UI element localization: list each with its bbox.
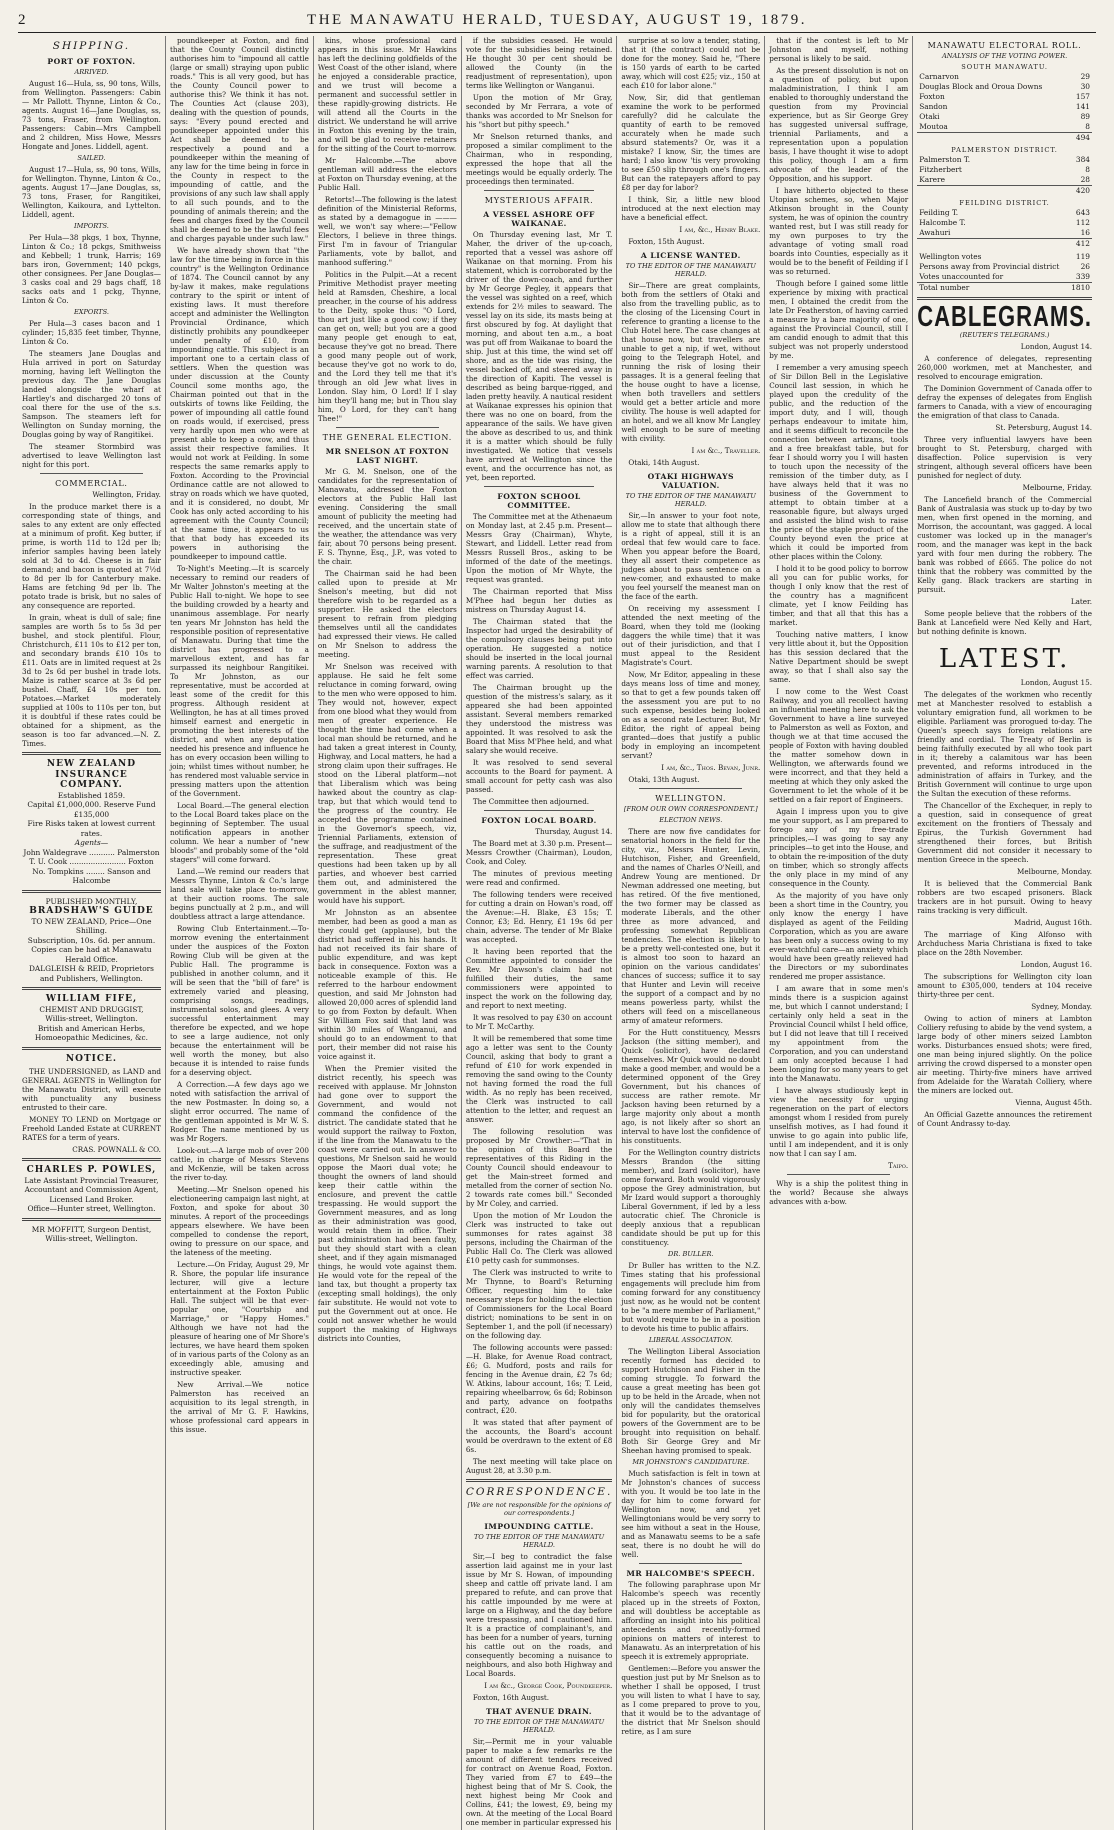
article-text: The Clerk was instructed to write to Mr Thynne, to Board's Returning Officer, requesting him to take necessary steps for holding the election of Commissioners for the Local Board district; nominations to be sent in on September 1, and the poll (if necessary) on the following day. (465, 1268, 613, 1340)
cable-text: Some people believe that the robbers of the Bank at Lancefield were Ned Kelly and Hart, but nothing definite is known. (917, 609, 1092, 636)
roll-place: Awahuri (919, 228, 951, 237)
dateline: Sydney, Monday. (1031, 1002, 1092, 1011)
article-text: I am aware that in some men's minds there is a suspicion against me, but which I cannot understand; I certainly only held a seat in the Provincial Council whilst I held office, but I did not leave that till I received my appointment from the Corporation, and you can understand I am only accepted because I had been longing for so many years to get into the Manawatu. (769, 984, 909, 1083)
letter-text: Sir,—I beg to contradict the false assertion laid against me in your last issue by Mr S. Howan, of impounding sheep and cattle off private land. I am prepared to refute, and can prove that his cattle impounded by me were at large on a Highway, and the day before were trespassing, and I cautioned him. It is a practice of complainant's, and has been for a number of years, turning his cattle out on the roads, and consequently becoming a nuisance to neighbours, and also both Highway and Local Boards. (465, 1552, 613, 1678)
roll-count: 8 (1085, 122, 1090, 131)
roll-row (917, 122, 1092, 133)
agent-line: No. Tompkins ........ Sanson and Halcombe (32, 866, 151, 885)
article-text: Mr Snelson was received with applause. He said he felt some reluctance in coming forward, owing to the men who were opposed to him. They would not, however, expect from one blood what they would from men of greater experience. He thought the time had come when a local man should be returned, and he had taken a great interest in County, Highway, and Local matters, he had a strong claim upon their suffrages. He stood on the Liberal platform—not that Liberalism which was being hawked about the country as clap-trap, but that which would tend to the progress of the country. He accepted the programme contained in the Governor's speech, viz, Triennial Parliaments, extension of the suffrage, and readjustment of the representation. These great questions had been taken up by all parties, and whoever best carried them out, and administered the government in the ablest manner, would have his support. (317, 662, 457, 905)
article-text: On Thursday evening last, Mr T. Maher, the driver of the up-coach, reported that a vessel was ashore off Waikanae on that morning. From his statement, which is corroborated by the driver of the down-coach, and further by Mr George Pegley, it appears that the vessel was sighted on a reef, which extends for 2½ miles to seaward. The vessel lay on its side, its masts being at first obscured by fog. At daylight that morning, and about ten a.m., a boat was put off from Waikanae to board the ship. Just at this time, the wind set off shore, and as the tide was rising, the vessel backed off, and steered away in the direction of Kapiti. The vessel is described as being barque-rigged, and laden pretty heavily. A nautical resident at Waikanae expresses his opinion that there was no one on board, from the appearance of the sails. We have given the above as described to us, and think it is a matter which should be fully investigated. We notice that vessels have arrived at Wellington since the event, and the occurrence has not, as yet, been reported. (465, 230, 613, 482)
article-text: The Chairman reported that Miss M'Phee had begun her duties as mistress on Thursday August 14. (465, 587, 613, 614)
article-signature: Taipo. (888, 1161, 909, 1170)
divider (22, 752, 161, 755)
letter-date: Foxton, 16th August. (472, 1693, 550, 1702)
wellington-heading: WELLINGTON. (655, 794, 727, 803)
article-text: It will be remembered that some time ago a letter was sent to the County Council, asking that body to grant a refund of £10 for work expended in removing the sand owing to the County not having formed the road the full width. As no reply has been received, the Clerk was instructed to call attention to the letter, and request an answer. (465, 1034, 613, 1124)
shipping-notes: The steamers Jane Douglas and Hula arrived in port on Saturday morning, having left Wellington the previous day. The Jane Douglas landed alongside the wharf at Hartley's and discharged 20 tons of coal there for the use of the s.s. Sampson. The steamers left for Wellington on Sunday morning, the Douglas going by way of Rangitikei. (22, 349, 161, 439)
south-manawatu-table (917, 72, 1092, 143)
cable-text: Three very influential lawyers have been brought to St. Petersburg, charged with disaffection. Police supervision is very stringent, although several officers have been punished for neglect of duty. (917, 435, 1092, 480)
dateline: London, August 14. (1020, 342, 1092, 351)
article-text: I have hitherto objected to these Utopian schemes, so, when Major Atkinson brought in the County system, he was of opinion the country wanted rest, but I was still ready for my own purposes to try the advantage of voting small road boards into Counties, especially as it would be to the benefit of Feilding if I was so returned. (769, 186, 909, 276)
article-text: The minutes of previous meeting were read and confirmed. (465, 869, 613, 887)
fife-name: WILLIAM FIFE, (45, 994, 138, 1004)
divider (639, 1563, 742, 1564)
nz-insurance-title: NEW ZEALAND INSURANCE COMPANY. (46, 759, 137, 790)
dateline: Madrid, August 16th. (1013, 918, 1092, 927)
dateline: Later. (1070, 597, 1092, 606)
roll-place: Palmerston T. (919, 155, 971, 164)
local-board-dateline: Thursday, August 14. (535, 827, 613, 836)
article-text: The Committee then adjourned. (472, 797, 590, 806)
johnston-candidature-label: MR JOHNSTON'S CANDIDATURE. (632, 1458, 750, 1466)
roll-count: 157 (1075, 92, 1090, 101)
dateline: Vienna, August 45th. (1015, 1098, 1092, 1107)
commercial-text-2: In grain, wheat is dull of sale; fine samples are worth 5s to 5s 3d per bushel, and stock plentiful. Flour, Christchurch, £11 10s to £12 per ton, and secondary brands £10 10s to £11. Oats are in limited request at 2s 3d to 2s 6d per bushel in trade lots. Maize is rather scarce at 3s 6d per bushel. Chaff, £4 10s per ton. Potatoes.—Market moderately supplied at 100s to 110s per ton, but it is doubtful if these rates could be obtained for a shipment, as the season is too far advanced.—N. Z. Times. (22, 613, 161, 748)
cable-text: It is believed that the Commercial Bank robbers are two escaped prisoners. Black trackers are in hot pursuit. Owing to heavy rains tracking is very difficult. (917, 879, 1092, 915)
fife-note: British and American Herbs, Homoeopathic Medicines, &c. (34, 1023, 149, 1042)
column-5 (617, 36, 765, 1830)
article-text: Much satisfaction is felt in town at Mr Johnston's chances of success with you. It would be too late in the day for him to come forward for Wellington now, and yet Wellingtonians would be very sorry to see him without a seat in the House, and as Manawatu seems to be a safe seat, there is no doubt he will do well. (621, 1469, 761, 1559)
divider (466, 1479, 612, 1482)
roll-row (917, 82, 1092, 92)
article-text: Mr G. M. Snelson, one of the candidates for the representation of Manawatu, addressed the Foxton electors at the Public Hall last evening. Considering the small amount of publicity the meeting had received, and the uncertain state of the weather, the attendance was very fair, about 70 persons being present. F. S. Thynne, Esq., J.P., was voted to the chair. (317, 467, 457, 566)
feilding-table (917, 208, 1092, 249)
palmerston-total-row (917, 186, 1092, 197)
divider (22, 1218, 161, 1221)
columns-container (18, 36, 1096, 1827)
cable-text: A conference of delegates, representing 260,000 workmen, met at Manchester, and resolved to encourage emigration. (917, 354, 1092, 381)
article-text: The Committee met at the Athenaeum on Monday last, at 2.45 p.m. Present—Messrs Gray (Chairman), Whyte, Stewart, and Liddell. Letter read from Messrs Russell Bros., asking to be informed of the date of the meetings. Upon the motion of Mr Whyte, the request was granted. (465, 512, 613, 584)
feilding-district-label: FEILDING DISTRICT. (959, 199, 1050, 207)
local-news-item: Rowing Club Entertainment.—To-morrow evening the entertainment under the auspices of the Foxton Rowing Club will be given at the Public Hall. The programme is published in another column, and it will be seen that the "bill of fare" is extremely varied and pleasing, comprising songs, readings, instrumental solos, and glees. A very successful entertainment may therefore be expected, and we hope to see a large audience, not only because the entertainment will be well worth the money, but also because it is intended to raise funds for a deserving object. (169, 924, 309, 1077)
correspondence-note: [We are not responsible for the opinions of our correspondents.] (467, 1501, 611, 1517)
dateline: St. Petersburg, August 14. (995, 423, 1092, 432)
letter-date: Otaki, 14th August. (628, 458, 700, 467)
letter-date: Foxton, 15th August. (628, 237, 705, 246)
letter-text: Sir,—Permit me in your valuable paper to make a few remarks re the amount of different tenders received for contract on Avenue Road, Foxton. They varied from £7 to £49—the highest being that of Mr S. Cook, the next highest being Mr Cook and Collins, £41; the lowest, £9, being my own. At the meeting of the Local Board one member in particular expressed his (465, 1737, 613, 1827)
to-editor-line: TO THE EDITOR OF THE MANAWATU HERALD. (473, 1718, 605, 1734)
roll-place: Carnarvon (919, 72, 959, 81)
roll-count: 643 (1075, 208, 1090, 217)
roll-row (917, 112, 1092, 122)
latest-heading: LATEST. (938, 644, 1071, 674)
electoral-roll-subheading: ANALYSIS OF THE VOTING POWER. (942, 52, 1068, 60)
local-news-item: To-Night's Meeting.—It is scarcely necessary to remind our readers of Mr Walter Johnston's meeting at the Public Hall to-night. We hope to see the building crowded by a hearty and unanimous assemblage. For nearly ten years Mr Johnston has held the responsible position of representative of Manawatu. During that time the district has progressed to a marvellous extent, and has far surpassed its neighbour Rangitikei. To Mr Johnston, as our representative, must be accorded at least some of the credit for this progress. Although resident at Wellington, he has at all times proved himself earnest and energetic in promoting the best interests of the district, and when any deputation needed his presence and influence he has on every occasion been willing to join; whilst times without number, he has rendered most valuable service in pressing matters upon the attention of the Government. (169, 564, 309, 798)
agent-line: T. U. Cook ........................ Foxton (29, 857, 154, 866)
exports-text: Per Hula—3 cases bacon and 1 cylinder; 15,835 feet timber, Thynne, Linton & Co. (22, 319, 161, 346)
roll-row (917, 155, 1092, 165)
powles-name: CHARLES P. POWLES, (26, 1165, 157, 1175)
article-text: The Chairman brought up the question of the mistress's salary, as it appeared she had been appointed assistant. Several members remarked they understood the mistress was appointed. It was resolved to ask the Board that Miss M'Phee held, and what salary she would receive. (465, 683, 613, 755)
roll-place: Persons away from Provincial district (919, 262, 1060, 271)
to-editor-line: TO THE EDITOR OF THE MANAWATU HERALD. (473, 1533, 605, 1549)
palmerston-district-label: PALMERSTON DISTRICT. (951, 146, 1058, 154)
roll-row (917, 72, 1092, 82)
article-text: The Board met at 3.30 p.m. Present—Messrs Crowther (Chairman), Loudon, Cook, and Coley. (465, 839, 613, 866)
page-number: 2 (18, 12, 26, 28)
divider (336, 427, 439, 428)
bradshaw-ad (22, 897, 161, 984)
local-news-item: Retorts!—The following is the latest definition of the Ministerial Reforms, as stated by a demagogue in ——— well, we won't say where:—"Fellow Electors, I believe in three things. First I'm in favour of Triangular Parliaments, vote by ballot, and manhood suffering." (317, 195, 457, 267)
roll-row (917, 228, 1092, 239)
article-text: Touching native matters, I know very little about it, but the Opposition has this session declared that the Native Department should be swept away, so that I shall also say the same. (769, 630, 909, 684)
newspaper-header-title: THE MANAWATU HERALD, TUESDAY, AUGUST 19, 1879. (307, 12, 807, 28)
imports-label: IMPORTS. (74, 222, 109, 230)
letter-signature: I am &c., Traveller. (691, 446, 761, 455)
article-text: The next meeting will take place on August 28, at 3.30 p.m. (465, 1457, 613, 1475)
divider (22, 1158, 161, 1161)
dateline: London, August 16. (1020, 960, 1092, 969)
moffitt-ad: MR MOFFITT, Surgeon Dentist, Willis-street, Wellington. (31, 1224, 152, 1243)
article-text: I now come to the West Coast Railway, and you all recollect having an influential meeting here to ask the Government to have a line surveyed to Palmerston as well as Foxton, and though we at that time accused the people of Foxton with having doubled the matter somehow down in Wellington, we afterwards found we were incorrect, and that they held a meeting at which they only asked the Government to let the whole of it be settled on a fair report of Engineers. (769, 687, 909, 804)
fife-trade: CHEMIST AND DRUGGIST, (39, 1004, 144, 1014)
article-text: Mr Johnston as an absentee member, had been as good a man as they could get (applause), but the district had suffered in his hands. It had not received its fair share of public expenditure, and was kept back in consequence. Foxton was a noticeable example of this. He referred to the harbour endowment question, and said Mr Johnston had allowed 20,000 acres of splendid land to go from Foxton by default. When Sir William Fox said that land was within 30 miles of Wanganui, and should go to an endowment to that port, their member did not raise his voice against it. (317, 908, 457, 1061)
article-text: The following resolution was proposed by Mr Crowther:—"That in the opinion of this Board the representatives of this Riding in the County Council should endeavour to get the Main-street formed and metalled from the corner of section No. 2 towards rate comes bill." Seconded by Mr Coley, and carried. (465, 1127, 613, 1208)
article-text: I have always studiously kept in view the necessity for urging regeneration on the part of electors amongst whom I resided from purely unselfish motives, as I had found it unwise to go again into public life, until I am independent, and it is only now that I can say I am. (769, 1086, 909, 1158)
page-header (18, 8, 1096, 33)
roll-row (917, 272, 1092, 283)
otaki-valuation-heading: OTAKI HIGHWAYS VALUATION. (647, 472, 734, 490)
local-news-item: New Arrival.—We notice Palmerston has received an acquisition to its legal strength, in the arrival of Mr G. F. Hawkins, whose professional card appears in this issue. (169, 1380, 309, 1434)
letter-signature: I am &c., George Cook, Poundkeeper. (484, 1681, 613, 1690)
south-total-row (917, 133, 1092, 144)
local-news-item: A Correction.—A few days ago we noted with satisfaction the arrival of the new Postmaster. In doing so, a slight error occurred. The name of the gentleman appointed is Mr W. S. Rodger. The name mentioned by us was Mr Rogers. (169, 1080, 309, 1143)
article-text: Again I impress upon you to give me your support, as I am prepared to forego any of my free-trade principles,—I was going to say any principles—to get into the House, and to obtain the re-imposition of the duty on timber, which so strongly affects the only place in my mind of any consequence in the County. (769, 807, 909, 888)
impounding-letter-heading: IMPOUNDING CATTLE. (484, 1522, 594, 1531)
license-wanted-heading: A LICENSE WANTED. (640, 251, 741, 260)
article-text: I remember a very amusing speech of Sir Dillon Bell in the Legislative Council last session, in which he played upon the credulity of the public, and the reduction of the import duty, and I will, though perhaps endeavour to imitate him, and it seems difficult to reconcile the connection between artizans, tools and a free breakfast table, but for fear I should worry you I will hasten to touch upon the necessity of the remission of the timber duty, as I have always held that it was no business of the Government to attempt to obtain timber at a reasonable figure, but always urged and assisted the blind wish to raise the price of the staple product of the County beyond even the price at which it could be imported from other places within the Colony. (769, 363, 909, 561)
roll-place: Feilding T. (919, 208, 959, 217)
column-1 (18, 36, 166, 1830)
letter-text: On receiving my assessment I attended the next meeting of the Board, when they told me (looking daggers the while time) that it was out of their jurisdiction, and that I must appeal to the Resident Magistrate's Court. (621, 604, 761, 667)
grand-total-row (917, 283, 1092, 294)
south-manawatu-label: SOUTH MANAWATU. (961, 63, 1048, 71)
article-text: Mr Snelson returned thanks, and proposed a similar compliment to the Chairman, who in responding, expressed the hope that all the meetings would be equally orderly. The proceedings then terminated. (465, 132, 613, 186)
notice-firm: CRAS. POWNALL & CO. (72, 1145, 161, 1154)
roll-place: Sandon (919, 102, 948, 111)
column-6 (765, 36, 913, 1830)
divider (22, 890, 161, 893)
halcombe-speech-heading: MR HALCOMBE'S SPEECH. (626, 1569, 756, 1578)
electoral-roll-heading: MANAWATU ELECTORAL ROLL. (927, 41, 1082, 50)
wellington-subheading: [FROM OUR OWN CORRESPONDENT.] (623, 805, 758, 813)
article-text: The following accounts were passed:—H. Blake, for Avenue Road contract, £6; G. Mudford, posts and rails for fencing in the Avenue drain, £2 7s 6d; W. Atkins, labour account, 16s; T. Leid, repairing wheelbarrow, 6s 6d; Robinson and party, advance on footpaths contract, £20. (465, 1343, 613, 1415)
powles-ad (22, 1165, 161, 1214)
article-text: It having been reported that the Committee appointed to consider the Rev. Mr Dawson's claim had not fulfilled their duties, the same commissioners were appointed to inspect the work on the following day, and report to next meeting. (465, 947, 613, 1010)
stormbird-note: The steamer Stormbird was advertised to leave Wellington last night for this port. (22, 442, 161, 469)
local-news-item: Look-out.—A large mob of over 200 cattle, in charge of Messrs Stevens and McKenzie, will be taken across the river to-day. (169, 1146, 309, 1182)
cable-text: An Official Gazette announces the retirement of Count Andrassy to-day. (917, 1110, 1092, 1128)
letter-signature: I am, &c., Thos. Bevan, Junr. (661, 763, 761, 772)
palmerston-total: 420 (1049, 186, 1092, 197)
liberal-association-label: LIBERAL ASSOCIATION. (648, 1336, 733, 1344)
article-text: There are now five candidates for senatorial honors in the field for the city, viz., Messrs Hunter, Levin, Hutchison, Fisher, and Greenfield, and the names of Charles O'Neill, and Andrew Young are mentioned. Dr Newman addressed one meeting, but has retired. Of the five mentioned, the two former may be classed as moderate Liberals, and the other three as more advanced, and professing somewhat Republican tendencies. The election is likely to be a pretty well-contested one, but it is almost too soon to hazard an opinion on the various candidates' chances of success; suffice it to say that Hunter and Levin will receive the support of a compact and by no means powerless party, whilst the others will feed on a miscellaneous army of amateur reformers. (621, 827, 761, 1025)
avenue-drain-heading: THAT AVENUE DRAIN. (486, 1707, 593, 1716)
divider (40, 473, 143, 474)
school-committee-heading: FOXTON SCHOOL COMMITTEE. (497, 492, 581, 510)
bradshaw-publishers: DALGLEISH & REID, Proprietors and Publishers, Wellington. (28, 964, 154, 983)
exports-label: EXPORTS. (73, 308, 109, 316)
local-news-item: Politics in the Pulpit.—At a recent Primitive Methodist prayer meeting held at Ramsden, Cheshire, a local preacher, in the course of his address to the Deity, spoke thus: "O Lord, thou art just like a good cow; if they can get on, well; but you are a good many people get enough to eat, because they've got no bread. There a good many people out of work, because they've got no work to do, and the Lord they tell me that it's through an old Jew what lives in London. Slay him, O Lord! If I slay him they'll hang me; but in Thou slay him, O Lord, for they can't hang Thee!" (317, 270, 457, 423)
article-text: It was stated that after payment of the accounts, the Board's account would be overdrawn to the extent of £8 6s. (465, 1418, 613, 1454)
cable-text: Owing to action of miners at Lambton Colliery refusing to abide by the vend system, a large body of other miners seized Lambton works. Disturbances ensued shots; were fired, one man being injured slightly. On the police arriving the crowd dispersed to a monster open air meeting. Thirty-five miners have arrived from Adelaide for the Waratah Colliery, where the miners are locked out. (917, 1014, 1092, 1095)
article-text: Upon the motion of Mr Gray, seconded by Mr Ferrara, a vote of thanks was accorded to Mr Snelson for his "short but pithy speech." (465, 93, 613, 129)
nz-insurance-rates: Fire Risks taken at lowest current rates. (27, 819, 156, 838)
article-text: Though before I gained some little experience by mixing with practical men, I obtained the credit from the late Dr Featherston, of having carried a measure by a bare majority of one, against the Provincial Council, still I am candid enough to admit that this subject was not properly understood by me. (769, 279, 909, 360)
article-text: The following paraphrase upon Mr Halcombe's speech was recently placed up in the streets of Foxton, and will doubtless be acceptable as affording an insight into his political antecedents and recently-formed opinions on matters of interest to Manawatu. As an interpretation of his speech it is extremely appropriate. (621, 1580, 761, 1661)
roll-place: Votes unaccounted for (919, 272, 1004, 281)
article-text: As the majority of you have only been a short time in the Country, you only know the energy I have displayed as agent of the Feilding Corporation, which as you are aware has been only a success owing to my ever-watchful care—an anxiety which would have been greatly relieved had the Directors or my subordinates rendered me proper assistance. (769, 891, 909, 981)
bradshaw-copies: Copies can be had at Manawatu Herald Office. (31, 945, 152, 964)
divider (484, 810, 594, 811)
sailed-text: August 17—Hula, ss, 90 tons, Wills, for Wellington. Thynne, Linton & Co., agents. August 17—Jane Douglas, ss, 73 tons, Fraser, for Rangitikei, Wellington, Kaikoura, and Lyttelton. Liddell, agent. (22, 165, 161, 219)
letter-signature: I am, &c., Henry Blake. (679, 225, 761, 234)
vessel-ashore-heading: A VESSEL ASHORE OFF WAIKANAE. (483, 210, 595, 228)
powles-address: Office—Hunter street, Wellington. (27, 1204, 156, 1213)
roll-count: 141 (1075, 102, 1090, 111)
notice-ad (22, 1054, 161, 1065)
cable-text: The subscriptions for Wellington city loan amount to £305,000, tenders at 104 receive thirty-three per cent. (917, 972, 1092, 999)
roll-row (917, 165, 1092, 175)
letter-text: I think, Sir, a little new blood introduced at the next election may have a beneficial effect. (621, 195, 761, 222)
roll-count: 26 (1080, 262, 1090, 271)
cablegrams-subheading: (REUTER'S TELEGRAMS.) (959, 331, 1050, 339)
roll-place: Foxton (919, 92, 945, 101)
divider (22, 1047, 161, 1050)
riddle-text: Why is a ship the politest thing in the world? Because she always advances with a-bow. (769, 1179, 909, 1206)
roll-row (917, 175, 1092, 186)
dateline: Melbourne, Friday. (1022, 483, 1092, 492)
local-news-item: Local Board.—The general election to the Local Board takes place on the beginning of September. The usual notification appears in another column. We hear a number of "new bloods" and probably some of the "old stagers" will come forward. (169, 801, 309, 864)
notice-text: THE UNDERSIGNED, as LAND and GENERAL AGENTS in Wellington for the Manawatu District, will execute with punctuality any business entrusted to their care. (22, 1067, 161, 1112)
dateline: Melbourne, Monday. (1017, 867, 1092, 876)
letter-date: Otaki, 13th August. (628, 775, 700, 784)
agent-line: John Waldegrave ........... Palmerston (23, 847, 160, 857)
roll-count: 112 (1075, 218, 1090, 227)
column-7 (913, 36, 1096, 1830)
article-text: The Chairman stated that the Inspector had urged the desirability of the compulsory clauses being put into operation. He suggested a notice should be inserted in the local journal warning parents. A resolution to that effect was carried. (465, 617, 613, 680)
dr-buller-label: DR. BULLER. (668, 1250, 714, 1258)
bradshaw-published: PUBLISHED MONTHLY, (45, 896, 138, 906)
mysterious-affair-heading: MYSTERIOUS AFFAIR. (484, 196, 594, 205)
fife-ad (22, 994, 161, 1043)
grand-total-label: Total number (917, 283, 1068, 294)
roll-row (917, 252, 1092, 262)
local-board-heading: FOXTON LOCAL BOARD. (481, 816, 597, 825)
grand-total: 1810 (1068, 283, 1092, 294)
roll-count: 28 (1080, 175, 1090, 184)
fife-address: Willis-street, Wellington. (45, 1014, 138, 1023)
cablegrams-heading: CABLEGRAMS. (917, 300, 1092, 333)
notice-heading: NOTICE. (65, 1053, 118, 1064)
roll-row (917, 102, 1092, 112)
agents-heading: Agents— (74, 838, 109, 847)
divider (484, 486, 594, 487)
article-text: When the Premier visited the district recently, his speech was received with applause. Mr Johnston had gone over to support the Government, and would not command the confidence of the district. The candidate stated that he would support the railway to Foxton, if the line from the Manawatu to the coast were carried out. In answer to questions, Mr Snelson said he would oppose the Maori dual vote; he thought the owners of land should keep their cattle within the enclosure, and prevent the cattle trespassing. He would support the Government measures, and as long as their administration was good, would retain them in office. Their past administration had been faulty, but they should start with a clean sheet, and if they again mismanaged things, he would vote against them. He would vote for the repeal of the land tax, but thought a property tax (excepting small holdings), the only fair substitute. He would not vote to put the Government out at once. He could not answer whether he would support the making of Highways districts into Counties, (317, 1064, 457, 1343)
sailed-label: SAILED. (77, 154, 106, 162)
local-news-item: Lecture.—On Friday, August 29, Mr R. Shore, the popular life insurance lecturer, will give a lecture entertainment at the Foxton Public Hall. The subject will be that ever-popular one, "Courtship and Marriage," or "Happy Homes." Although we have not had the pleasure of hearing one of Mr Shore's lectures, we have heard them spoken of in various parts of the Colony as an exceedingly able, amusing and instructive speaker. (169, 1260, 309, 1377)
roll-place: Karere (919, 175, 945, 184)
article-text: if the subsidies ceased. He would vote for the subsidies being retained. He thought 30 per cent should be allowed the County (in the readjustment of representation), upon terms like Wellington or Wanganui. (465, 36, 613, 90)
letter-text: Sir—There are great complaints, both from the settlers of Otaki and also from the travelling public, as to the closing of the Licensing Court in reference to granting a license to the Club Hotel here. The case changes at that house now, but travellers are unable to get a nip, if wet, without going to the Telegraph Hotel, and running the risk of losing their passages. It is a general feeling that the house ought to have a license, when both travellers and settlers would get a better article and more civility. The house is well adapted for an hotel, and we all know Mr Langley well enough to be sure of meeting with civility. (621, 281, 761, 443)
roll-place: Otaki (919, 112, 940, 121)
roll-count: 384 (1075, 155, 1090, 164)
roll-count: 119 (1075, 252, 1090, 261)
nz-insurance-ad (22, 759, 161, 886)
roll-place: Douglas Block and Oroua Downs (919, 82, 1043, 91)
election-news-label: ELECTION NEWS. (659, 816, 723, 824)
roll-row (917, 262, 1092, 272)
roll-place: Wellington votes (919, 252, 982, 261)
cable-text: The marriage of King Alfonso with Archduchess Maria Christiana is fixed to take place on the 28th November. (917, 930, 1092, 957)
roll-row (917, 92, 1092, 102)
local-news-item: Mr Halcombe.—The above gentleman will address the electors at Foxton on Thursday evening, at the Public Hall. (317, 156, 457, 192)
dateline: London, August 15. (1020, 678, 1092, 687)
correspondence-heading: CORRESPONDENCE. (465, 1486, 613, 1498)
letter-text: Now, Sir, did that gentleman examine the work to be performed carefully? did he calculate the quantity of earth to be removed accurately when he made such absurd statements? Or, was it a mistake? I know, Sir, the times are hard; I also know 'tis very provoking to see £50 slip through one's fingers. But can the ratepayers afford to pay £8 per day for labor? (621, 93, 761, 192)
article-text: that if the contest is left to Mr Johnston and myself, nothing personal is likely to be said. (769, 36, 909, 63)
extra-votes-table (917, 252, 1092, 293)
nz-insurance-capital: Capital £1,000,000. Reserve Fund £135,000 (27, 800, 156, 819)
arrived-label: ARRIVED. (74, 68, 109, 76)
nz-insurance-established: Established 1859. (57, 790, 126, 800)
divider (484, 190, 594, 191)
roll-count: 30 (1080, 82, 1090, 91)
local-news-item: Meeting.—Mr Snelson opened his electioneering campaign last night, at Foxton, and spoke for about 30 minutes. A report of the proceedings appears elsewhere. We have been compelled to condense the report, owing to pressure on our space, and the lateness of the meeting. (169, 1185, 309, 1257)
commercial-dateline: Wellington, Friday. (92, 490, 161, 499)
article-text: Gentlemen:—Before you answer the question just put by Mr Snelson as to whether I shall be opposed, I trust you will listen to what I have to say, as I come prepared to prove to you, that it would be to the advantage of the district that Mr Snelson should retire, as I am sure (621, 1664, 761, 1736)
column-3 (314, 36, 462, 1830)
roll-place: Fitzherbert (919, 165, 962, 174)
article-text: I hold it to be good policy to borrow all you can for public works, for though I only know that the rest of the country has a magnificent climate, yet I know Feilding has timber, and that all that this has a market. (769, 564, 909, 627)
article-text: Upon the motion of Mr Loudon the Clerk was instructed to take out summonses for rates against 38 persons, including the Chairman of the Public Hall Co. The Clerk was allowed £10 petty cash for summonses. (465, 1211, 613, 1265)
letter-text: surprise at so low a tender, stating, that it (the contract) could not be done for the money. Said he, "There is 150 yards of earth to be carted away, which will cost £25; viz., 150 at each £10 for labor alone." (621, 36, 761, 90)
article-text: For the Wellington country districts Messrs Brandon (the sitting member), and Izard (solicitor), have come forward. Both would vigorously oppose the Grey administration, but Mr Izard would support a thoroughly Liberal Government, if led by a less autocratic chief. The Chronicle is deeply anxious that a republican candidate should be put up for this constituency. (621, 1148, 761, 1247)
article-text: It was resolved to send several accounts to the Board for payment. A small account for petty cash was also passed. (465, 758, 613, 794)
general-election-heading: THE GENERAL ELECTION. (322, 433, 453, 442)
commercial-text-1: In the produce market there is a corresponding state of things, and sales to any extent are only effected at a minimum of profit. Keg butter, if prime, is worth 11d to 12d per lb; inferior samples having been lately sold at 3d to 4d. Cheese is in fair demand; and bacon is quoted at 7½d to 8d per lb for Canterbury make. Hams are fetching 9d per lb. The potato trade is brisk, but no sales of any consequence are reported. (22, 502, 161, 610)
commercial-heading: COMMERCIAL. (55, 479, 128, 488)
roll-place: Halcombe T. (919, 218, 966, 227)
roll-row (917, 208, 1092, 218)
divider (22, 987, 161, 990)
roll-count: 29 (1080, 72, 1090, 81)
to-editor-line: TO THE EDITOR OF THE MANAWATU HERALD. (625, 262, 756, 278)
divider (787, 1174, 890, 1175)
column-4 (462, 36, 617, 1830)
article-text: As the present dissolution is not on a question of policy, but upon maladministration, I think I am enabled to thoroughly understand the question from my Provincial experience, but as Sir George Grey has suggested universal suffrage, triennial Parliaments, and a representation upon a population basis, I have thought it wise to adopt this policy, though I am a firm advocate of the leader of the Opposition, and his support. (769, 66, 909, 183)
local-news-item: kins, whose professional card appears in this issue. Mr Hawkins has left the declining goldfields of the West Coast of the other island, where he enjoyed a considerable practice, and we trust will become a permanent and successful settler in these rapidly-growing districts. He will attend all the Courts in the district. We understand he will arrive in Foxton this evening by the train, and will be glad to receive retainers for the sitting of the Court to-morrow. (317, 36, 457, 153)
roll-count: 339 (1075, 272, 1090, 281)
imports-text: Per Hula—38 pkgs, 1 box, Thynne, Linton & Co.; 18 pckgs, Smithweiss and Kebbell; 1 trunk, Harris; 169 bars iron, Government; 140 pckgs, other consignees. Per Jane Douglas—3 casks coal and 29 bags chaff, 18 sacks oats and 1 pckg, Thynne, Linton & Co. (22, 233, 161, 305)
article-text: It was resolved to pay £30 on account to Mr T. McCarthy. (465, 1013, 613, 1031)
bradshaw-title: BRADSHAW'S GUIDE (29, 906, 154, 916)
roll-place: Moutoa (919, 122, 948, 131)
palmerston-table (917, 155, 1092, 196)
feilding-total: 412 (1046, 239, 1092, 250)
divider (639, 788, 742, 789)
cable-text: The Chancellor of the Exchequer, in reply to a question, said in consequence of great excitement on the frontiers of Thessaly and Epirus, the Turkish Government had strengthened their forces, but British Government did not consider it necessary to mention Greece in the speech. (917, 801, 1092, 864)
cable-text: The delegates of the workmen who recently met at Manchester resolved to establish a voluntary emigration fund, all workmen to be eligible. Parliament was prorogued to-day. The Queen's speech says foreign relations are friendly and cordial. The Treaty of Berlin is being faithfully executed by all who took part in it; thereby a calamitous war has been prevented, and reforms introduced in the administration of affairs in Turkey, and the British Government will continue to urge upon the Sultan the execution of these reforms. (917, 690, 1092, 798)
snelson-heading: MR SNELSON AT FOXTON LAST NIGHT. (325, 447, 450, 465)
column-2 (166, 36, 314, 1830)
roll-row (917, 218, 1092, 228)
bradshaw-subtitle: TO NEW ZEALAND, Price—One Shilling. (31, 916, 152, 935)
article-text: For the Hutt constituency, Messrs Jackson (the sitting member), and Quick (solicitor), have declared themselves. Mr Quick would no doubt make a good member, and would be a determined opponent of the Grey Government, but his chances of success are rather remote. Mr Jackson having been returned by a large majority only about a month ago, is not likely after so short an interval to have lost the confidence of his constituents. (621, 1028, 761, 1145)
to-editor-line: TO THE EDITOR OF THE MANAWATU HERALD. (625, 492, 756, 508)
roll-count: 16 (1080, 228, 1090, 237)
feilding-total-row (917, 239, 1092, 250)
local-news-item: Land.—We remind our readers that Messrs Thynne, Linton & Co.'s large land sale will take place to-morrow, at their auction rooms. The sale begins punctually at 2 p.m., and will doubtless attract a large attendance. (169, 867, 309, 921)
notice-money: MONEY TO LEND on Mortgage or Freehold Landed Estate at CURRENT RATES for a term of years. (22, 1115, 161, 1142)
letter-text: Sir,—In answer to your foot note, allow me to state that although there is a right of appeal, still it is an ordeal that few would care to face. When you appear before the Board, they all assert their competence as judges about to pass sentence on a new-comer, and exhausted to make you feel yourself the meanest man on the face of the earth. (621, 511, 761, 601)
arrived-text: August 16—Hula, ss, 90 tons, Wills, from Wellington. Passengers: Cabin — Mr Pallott. Thynne, Linton & Co., agents. August 16—Jane Douglas, ss, 73 tons, Fraser, from Wellington. Passengers: Cabin—Mrs Campbell and 2 children, Miss Howe, Messrs Hongate and Jones. Liddell, agent. (22, 79, 161, 151)
powles-description: Late Assistant Provincial Treasurer, Accountant and Commission Agent, Licensed Land Broker. (24, 1175, 159, 1204)
article-text: Dr Buller has written to the N.Z. Times stating that his professional engagements will preclude him from coming forward for any constituency just now, as he would not be content to be "a mere member of Parliament," but would require to be in a position to devote his time to public affairs. (621, 1261, 761, 1333)
bradshaw-subscription: Subscription, 10s. 6d. per annum. (27, 935, 156, 945)
roll-count: 8 (1085, 165, 1090, 174)
article-text: The Chairman said he had been called upon to preside at Mr Snelson's meeting, but did not therefore wish to be regarded as a supporter. He asked the electors present to refrain from pledging themselves until all the candidates had expressed their views. He called on Mr Snelson to address the meeting. (317, 569, 457, 659)
south-total: 494 (1070, 133, 1092, 144)
article-text: The Wellington Liberal Association recently formed has decided to support Hutchison and Fisher in the coming struggle. To forward the cause a great meeting has been got up to be held in the Arcade, when not only will the candidates themselves bid for popularity, but the oratorical powers of the Government are to be brought into requisition on behalf. Both Sir George Grey and Mr Sheehan having promised to speak. (621, 1347, 761, 1455)
roll-count: 89 (1080, 112, 1090, 121)
letter-text: Now, Mr Editor, appealing in these days means loss of time and money, so that to get a few pounds taken off the assessment you are put to no such expense, besides being looked on as a second rate Lecturer. But, Mr Editor, the right of appeal being granted—does that justify a public body in employing an incompetent servant? (621, 670, 761, 760)
shipping-heading: SHIPPING. (52, 40, 131, 52)
article-text: The following tenders were received for cutting a drain on Howan's road, off the Avenue:—H. Blake, £3 15s; T. Connor, £3; Ed. Henry, £1 19s 6d per chain, adverse. The tender of Mr Blake was accepted. (465, 890, 613, 944)
editorial-continuation: poundkeeper at Foxton, and find that the County Council distinctly authorises him to "impound all cattle (large or small) straying upon public roads." This is all very good, but has the County Council power to authorise this? We think it has not. The Counties Act (clause 203), dealing with the question of pounds, says: "Every pound erected and poundkeeper appointed under this Act shall be deemed to be respectively a pound and a poundkeeper within the meaning of any law for the time being in force in the County in respect to the impounding of cattle, and the provisions of any such law shall apply to all such pounds, and to the pounding of animals therein; and the fees and charges fixed by the Council shall be deemed to be the lawful fees and charges payable under such law." (169, 36, 309, 243)
cable-text: The Dominion Government of Canada offer to defray the expenses of delegates from English farmers to Canada, with a view of encouraging the emigration of that class to Canada. (917, 384, 1092, 420)
cable-text: The Lancefield branch of the Commercial Bank of Australasia was stuck up to-day by two men, when first opened in the morning, and Morrison, the accountant, was gagged. A local customer was locked up in the manager's room, and the manager was kept in the back yard with four men during the robbery. The bank was robbed of £665. The police do not think that the robbery was committed by the Kelly gang. Black trackers are starting in pursuit. (917, 495, 1092, 594)
port-heading: PORT OF FOXTON. (47, 57, 136, 66)
editorial-text: We have already shown that "the law for the time being in force in this country" is the Wellington Ordinance of 1874. The Council cannot by any by-law it makes, make regulations contrary to the spirit or intent of existing laws. It must therefore accept and administer the Wellington Provincial Ordinance, which distinctly prohibits any poundkeeper under penalty of £10, from impounding cattle. This subject is an important one to a certain class of settlers. When the question was under discussion at the County Council some months ago, the Chairman pointed out that in the outskirts of towns like Feilding, the power of impounding all cattle found on roads would, if exercised, press very hardly upon men who were at present able to keep a cow, and thus assist their respective families. It would not work at Feilding. In some respects the same remarks apply to Foxton. According to the Provincial Ordinance cattle are not allowed to stray on roads which we have quoted, and it is considered, no doubt, Mr Cook has only acted according to his agreement with the County Council; at the same time, it appears to us that that body has exceeded its powers in authorising the poundkeeper to impound cattle. (169, 246, 309, 561)
